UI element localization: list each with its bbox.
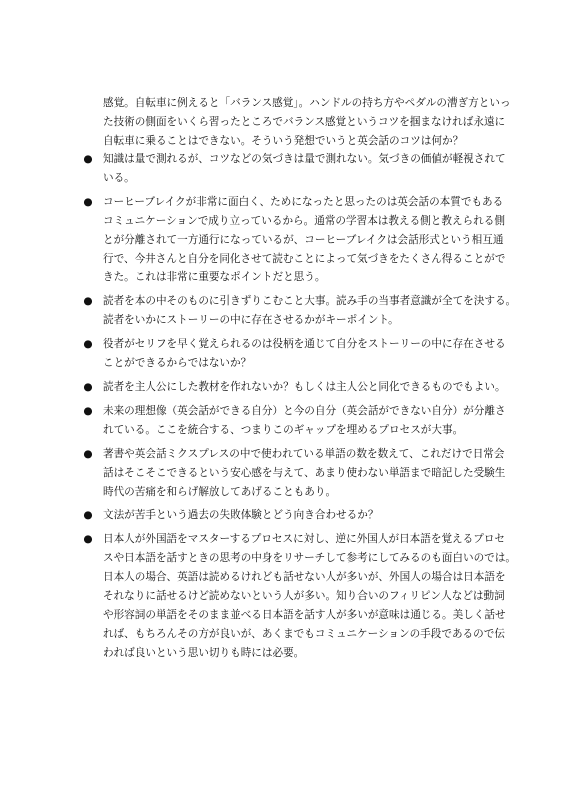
bullet-icon: ● [83,380,93,393]
list-item [82,506,502,525]
list-item [82,402,506,440]
list-item [82,378,506,397]
bullet-icon: ● [83,338,93,351]
list-item-text: コーヒーブレイクが非常に面白く、ためになったと思ったのは英会話の本質でもある コミュニケーションで成り立っているから。通常の学習本は教える側と教えられる側 とが分離されて一方通行になっているが、コーヒーブレイクは会話形式という相互通 行で、今井さんと自分を同化させて読むことによって気づきをたくさん得ることがで きた。これは非常に重要なポイントだと思う。 [103,195,506,284]
list-item-text: 文法が苦手という過去の失敗体験とどう向き合わせるか？ [103,509,379,522]
list-item-text: 読者を本の中そのものに引きずりこむこと大事。読み手の当事者意識が全てを決する。 読者をいかにストーリーの中に存在させるかがキーポイント。 [103,295,517,327]
continuation-paragraph: 感覚。自転車に例えると「バランス感覚」。ハンドルの持ち方やペダルの漕ぎ方といっ た技術の側面をいくら習ったところでバランス感覚というコツを掴まなければ永遠に 自転車に乗ることはできない。そういう発想でいうと英会話のコツは何か？ [103,97,511,147]
bullet-list [82,150,517,668]
list-item [82,335,506,373]
list-item-text: 著書や英会話ミクスプレスの中で使われている単語の数を数えて、これだけで日常会 話はそこそこできるという安心感を与えて、あまり使わない単語まで暗記した受験生 時代の苦痛を和らげ解放してあげることもあり。 [103,447,506,498]
list-item-text: 読者を主人公にした教材を作れないか？もしくは主人公と同化できるものでもよい。 [103,380,506,393]
list-item [82,150,506,188]
bullet-icon: ● [83,533,93,546]
list-item-text: 知識は量で測れるが、コツなどの気づきは量で測れない。気づきの価値が軽視されて いる。 [103,153,506,184]
list-item-text: 日本人が外国語をマスターするプロセスに対し、逆に外国人が日本語を覚えるプロセ スや日本語を話すときの思考の中身をリサーチして参考にしてみるのも面白いのでは。 日本人の場合、英語は読めるけれども話せない人が多いが、外国人の場合は日本語を それなりに話せるけど読めないという人が多い。知り合いのフィリピン人などは動詞 や形容詞の単語をそのまま並べる日本語を話す人が多いが意味は通じる。美しく話せ れば、もちろんその方が良いが、あくまでもコミュニケーションの手段であるので伝 われば良いという思い切りも時には必要。 [103,533,516,659]
bullet-icon: ● [83,509,93,522]
list-item-text: 役者がセリフを早く覚えられるのは役柄を通じて自分をストーリーの中に存在させる ことができるからではないか？ [103,338,506,370]
bullet-icon: ● [83,295,93,308]
bullet-icon: ● [83,153,93,165]
bullet-icon: ● [83,447,93,460]
bullet-icon: ● [83,195,93,208]
list-item [82,445,506,502]
list-item [82,292,517,330]
list-item [82,193,506,288]
list-item-text: 未来の理想像（英会話ができる自分）と今の自分（英会話ができない自分）が分離さ れている。ここを統合する、つまりこのギャップを埋めるプロセスが大事。 [103,404,506,436]
list-item [82,530,516,662]
bullet-icon: ● [83,404,93,417]
